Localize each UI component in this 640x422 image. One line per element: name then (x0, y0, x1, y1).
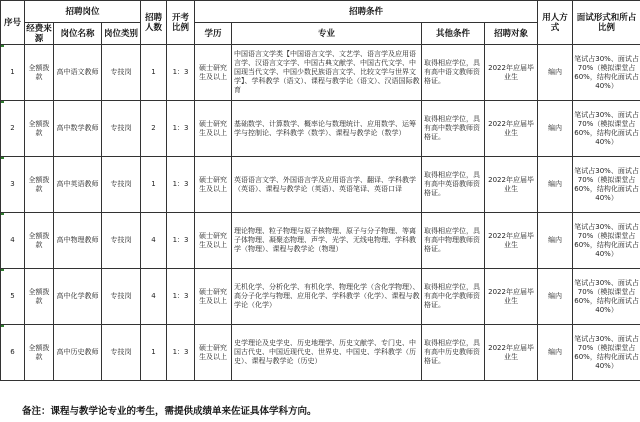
cell-major: 理论物理、粒子物理与原子核物理、原子与分子物理、等离子体物理、凝聚态物理、声学、光学、无线电物理、学科教学（物理）、课程与教学论（物理） (232, 213, 422, 269)
header-count: 招聘人数 (141, 1, 167, 45)
cell-corner-mark (1, 325, 4, 327)
cell-post-name: 高中英语教师 (54, 157, 102, 213)
header-other: 其他条件 (422, 23, 485, 45)
cell-education: 硕士研究生及以上 (195, 157, 232, 213)
header-post-type: 岗位类别 (102, 23, 141, 45)
table-row (1, 325, 640, 381)
cell-target: 2022年应届毕业生 (485, 269, 538, 325)
cell-post-type: 专技岗 (102, 213, 141, 269)
cell-target: 2022年应届毕业生 (485, 45, 538, 101)
cell-post-name: 高中数学教师 (54, 101, 102, 157)
cell-corner-mark (1, 157, 4, 159)
header-major: 专业 (232, 23, 422, 45)
cell-target: 2022年应届毕业生 (485, 213, 538, 269)
cell-corner-mark (1, 269, 4, 271)
cell-seq: 4 (1, 213, 25, 269)
cell-other: 取得相应学位，具有高中历史教师资格证。 (422, 325, 485, 381)
cell-post-type: 专技岗 (102, 157, 141, 213)
cell-major: 英语语言文学、外国语言学及应用语言学、翻译、学科教学（英语）、课程与教学论（英语）、英语笔译、英语口译 (232, 157, 422, 213)
cell-post-type: 专技岗 (102, 101, 141, 157)
cell-other: 取得相应学位，具有高中数学教师资格证。 (422, 101, 485, 157)
cell-other: 取得相应学位，具有高中语文教师资格证。 (422, 45, 485, 101)
cell-major: 基础数学、计算数学、概率论与数理统计、应用数学、运筹学与控制论、学科教学（数学）、课程与教学论（数学） (232, 101, 422, 157)
cell-ratio: 1：3 (167, 269, 195, 325)
cell-interview: 笔试占30%、面试占70%（模拟课堂占60%，结构化面试占40%） (573, 45, 640, 101)
cell-post-name: 高中语文教师 (54, 45, 102, 101)
cell-post-type: 专技岗 (102, 45, 141, 101)
cell-method: 编内 (538, 157, 573, 213)
cell-target: 2022年应届毕业生 (485, 157, 538, 213)
header-cond-group: 招聘条件 (195, 1, 538, 23)
header-ratio: 开考比例 (167, 1, 195, 45)
header-method: 用人方式 (538, 1, 573, 45)
cell-ratio: 1：3 (167, 213, 195, 269)
cell-ratio: 1：3 (167, 325, 195, 381)
cell-post-type: 专技岗 (102, 269, 141, 325)
cell-other: 取得相应学位，具有高中英语教师资格证。 (422, 157, 485, 213)
cell-funding: 全额拨款 (25, 325, 54, 381)
cell-target: 2022年应届毕业生 (485, 101, 538, 157)
cell-corner-mark (1, 101, 4, 103)
cell-ratio: 1：3 (167, 45, 195, 101)
cell-ratio: 1：3 (167, 101, 195, 157)
cell-method: 编内 (538, 213, 573, 269)
cell-method: 编内 (538, 325, 573, 381)
cell-seq: 5 (1, 269, 25, 325)
cell-count: 4 (141, 269, 167, 325)
cell-corner-mark (1, 45, 4, 47)
table-row (1, 45, 640, 101)
cell-post-name: 高中历史教师 (54, 325, 102, 381)
cell-other: 取得相应学位，具有高中物理教师资格证。 (422, 213, 485, 269)
cell-corner-mark (1, 213, 4, 215)
table-row (1, 269, 640, 325)
cell-funding: 全额拨款 (25, 157, 54, 213)
header-target: 招聘对象 (485, 23, 538, 45)
cell-method: 编内 (538, 45, 573, 101)
header-education: 学历 (195, 23, 232, 45)
cell-education: 硕士研究生及以上 (195, 101, 232, 157)
cell-method: 编内 (538, 101, 573, 157)
header-funding: 经费来源 (26, 23, 52, 44)
cell-funding: 全额拨款 (25, 45, 54, 101)
cell-education: 硕士研究生及以上 (195, 325, 232, 381)
cell-education: 硕士研究生及以上 (195, 213, 232, 269)
cell-major: 无机化学、分析化学、有机化学、物理化学（含化学物理）、高分子化学与物理、应用化学、学科教学（化学）、课程与教学论（化学） (232, 269, 422, 325)
cell-target: 2022年应届毕业生 (485, 325, 538, 381)
header-post-name: 岗位名称 (54, 23, 102, 45)
cell-education: 硕士研究生及以上 (195, 269, 232, 325)
cell-post-name: 高中化学教师 (54, 269, 102, 325)
header-interview: 面试形式和所占比例 (573, 1, 640, 45)
cell-interview: 笔试占30%、面试占70%（模拟课堂占60%，结构化面试占40%） (573, 213, 640, 269)
cell-interview: 笔试占30%、面试占70%（模拟课堂占60%，结构化面试占40%） (573, 325, 640, 381)
cell-count: 1 (141, 157, 167, 213)
cell-seq: 1 (1, 45, 25, 101)
cell-interview: 笔试占30%、面试占70%（模拟课堂占60%，结构化面试占40%） (573, 157, 640, 213)
header-seq: 序号 (1, 1, 25, 45)
table-row (1, 101, 640, 157)
cell-count: 1 (141, 45, 167, 101)
cell-count: 4 (141, 213, 167, 269)
cell-interview: 笔试占30%、面试占70%（模拟课堂占60%，结构化面试占40%） (573, 269, 640, 325)
cell-seq: 2 (1, 101, 25, 157)
cell-funding: 全额拨款 (25, 101, 54, 157)
cell-count: 2 (141, 101, 167, 157)
header-post-group: 招聘岗位 (25, 1, 141, 23)
footnote: 备注：课程与教学论专业的考生，需提供成绩单来佐证具体学科方向。 (22, 406, 317, 417)
cell-major: 史学理论及史学史、历史地理学、历史文献学、专门史、中国古代史、中国近现代史、世界史、中国史、学科教学（历史）、课程与教学论（历史） (232, 325, 422, 381)
table-row (1, 213, 640, 269)
cell-funding: 全额拨款 (25, 213, 54, 269)
cell-major: 中国语言文学类【中国语言文学、文艺学、语言学及应用语言学、汉语言文字学、中国古典文献学、中国古代文学、中国现当代文学、中国少数民族语言文学、比较文学与世界文学】、学科教学（语文）、课程与教学论（语文）、汉语国际教育 (232, 45, 422, 101)
cell-post-name: 高中物理教师 (54, 213, 102, 269)
cell-method: 编内 (538, 269, 573, 325)
cell-ratio: 1：3 (167, 157, 195, 213)
cell-seq: 6 (1, 325, 25, 381)
cell-post-type: 专技岗 (102, 325, 141, 381)
cell-funding: 全额拨款 (25, 269, 54, 325)
cell-count: 1 (141, 325, 167, 381)
cell-seq: 3 (1, 157, 25, 213)
header-row-1 (1, 1, 640, 23)
cell-other: 取得相应学位，具有高中化学教师资格证。 (422, 269, 485, 325)
cell-interview: 笔试占30%、面试占70%（模拟课堂占60%，结构化面试占40%） (573, 101, 640, 157)
cell-education: 硕士研究生及以上 (195, 45, 232, 101)
table-row (1, 157, 640, 213)
